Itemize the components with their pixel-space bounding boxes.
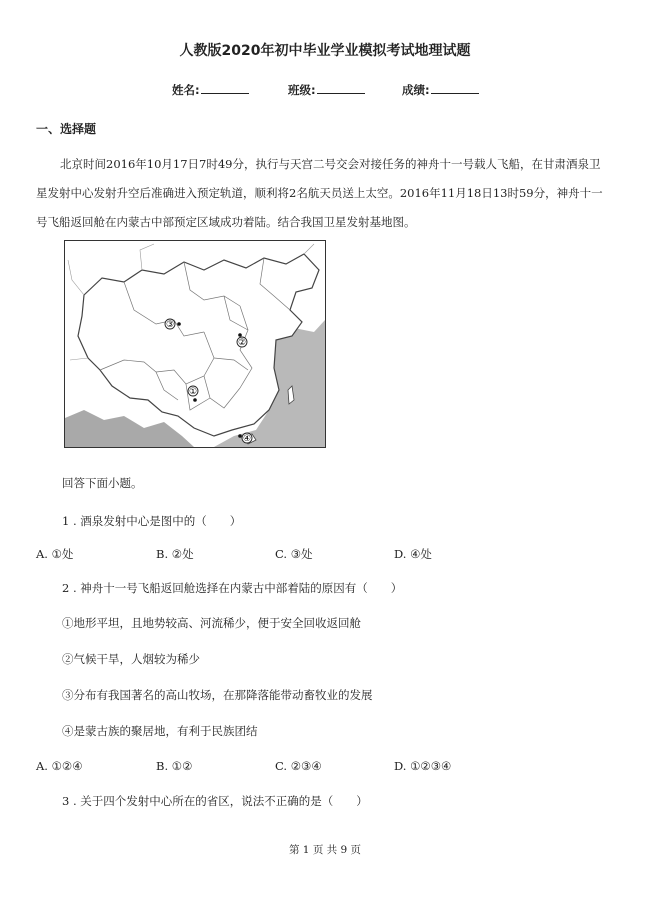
section-heading: 一、选择题 xyxy=(36,122,97,136)
passage-line-3: 号飞船返回舱在内蒙古中部预定区域成功着陆。结合我国卫星发射基地图。 xyxy=(36,215,416,229)
name-field xyxy=(172,82,249,98)
page-title: 人教版2020年初中毕业学业模拟考试地理试题 xyxy=(179,43,471,59)
passage-line-1: 北京时间2016年10月17日7时49分，执行与天宫二号交会对接任务的神舟十一号载人飞船，在甘肃酒泉卫 xyxy=(60,157,601,171)
q2-option-c[interactable]: C. ②③④ xyxy=(275,759,322,773)
class-label: 班级: xyxy=(288,83,316,97)
q1-option-a[interactable]: A. ①处 xyxy=(36,547,74,561)
question-3-stem: 3 . 关于四个发射中心所在的省区，说法不正确的是（ ） xyxy=(62,794,368,808)
passage xyxy=(36,150,620,237)
class-field xyxy=(288,82,365,98)
q1-option-d[interactable]: D. ④处 xyxy=(394,547,432,561)
score-label: 成绩: xyxy=(402,83,430,97)
page-footer: 第 1 页 共 9 页 xyxy=(288,844,362,856)
name-blank xyxy=(201,83,249,94)
q2-statement-4: ④是蒙古族的聚居地，有利于民族团结 xyxy=(62,724,258,738)
site-1-label: ① xyxy=(188,387,198,397)
class-blank xyxy=(317,83,365,94)
q2-statement-2: ②气候干旱，人烟较为稀少 xyxy=(62,652,200,666)
site-2-label: ② xyxy=(237,338,247,348)
q2-option-a[interactable]: A. ①②④ xyxy=(36,759,83,773)
site-3-label: ③ xyxy=(165,320,175,330)
q1-option-c[interactable]: C. ③处 xyxy=(275,547,313,561)
site-2-dot xyxy=(238,333,242,337)
question-prompt: 回答下面小题。 xyxy=(62,476,143,490)
site-4-label: ④ xyxy=(242,434,252,444)
china-launch-site-map xyxy=(64,240,326,448)
name-label: 姓名: xyxy=(172,83,200,97)
q2-statement-1: ①地形平坦，且地势较高、河流稀少，便于安全回收返回舱 xyxy=(62,616,361,630)
site-3-dot xyxy=(177,322,181,326)
score-blank xyxy=(431,83,479,94)
q2-option-d[interactable]: D. ①②③④ xyxy=(394,759,452,773)
site-1-dot xyxy=(193,398,197,402)
passage-line-2: 星发射中心发射升空后准确进入预定轨道，顺利将2名航天员送上太空。2016年11月18日13时59分，神舟十一 xyxy=(36,186,603,200)
question-1-stem: 1 . 酒泉发射中心是图中的（ ） xyxy=(62,514,242,528)
q2-option-b[interactable]: B. ①② xyxy=(156,759,193,773)
score-field xyxy=(402,82,479,98)
q1-option-b[interactable]: B. ②处 xyxy=(156,547,194,561)
q2-statement-3: ③分布有我国著名的高山牧场，在那降落能带动畜牧业的发展 xyxy=(62,688,373,702)
site-4-dot xyxy=(238,434,242,438)
question-2-stem: 2 . 神舟十一号飞船返回舱选择在内蒙古中部着陆的原因有（ ） xyxy=(62,581,403,595)
